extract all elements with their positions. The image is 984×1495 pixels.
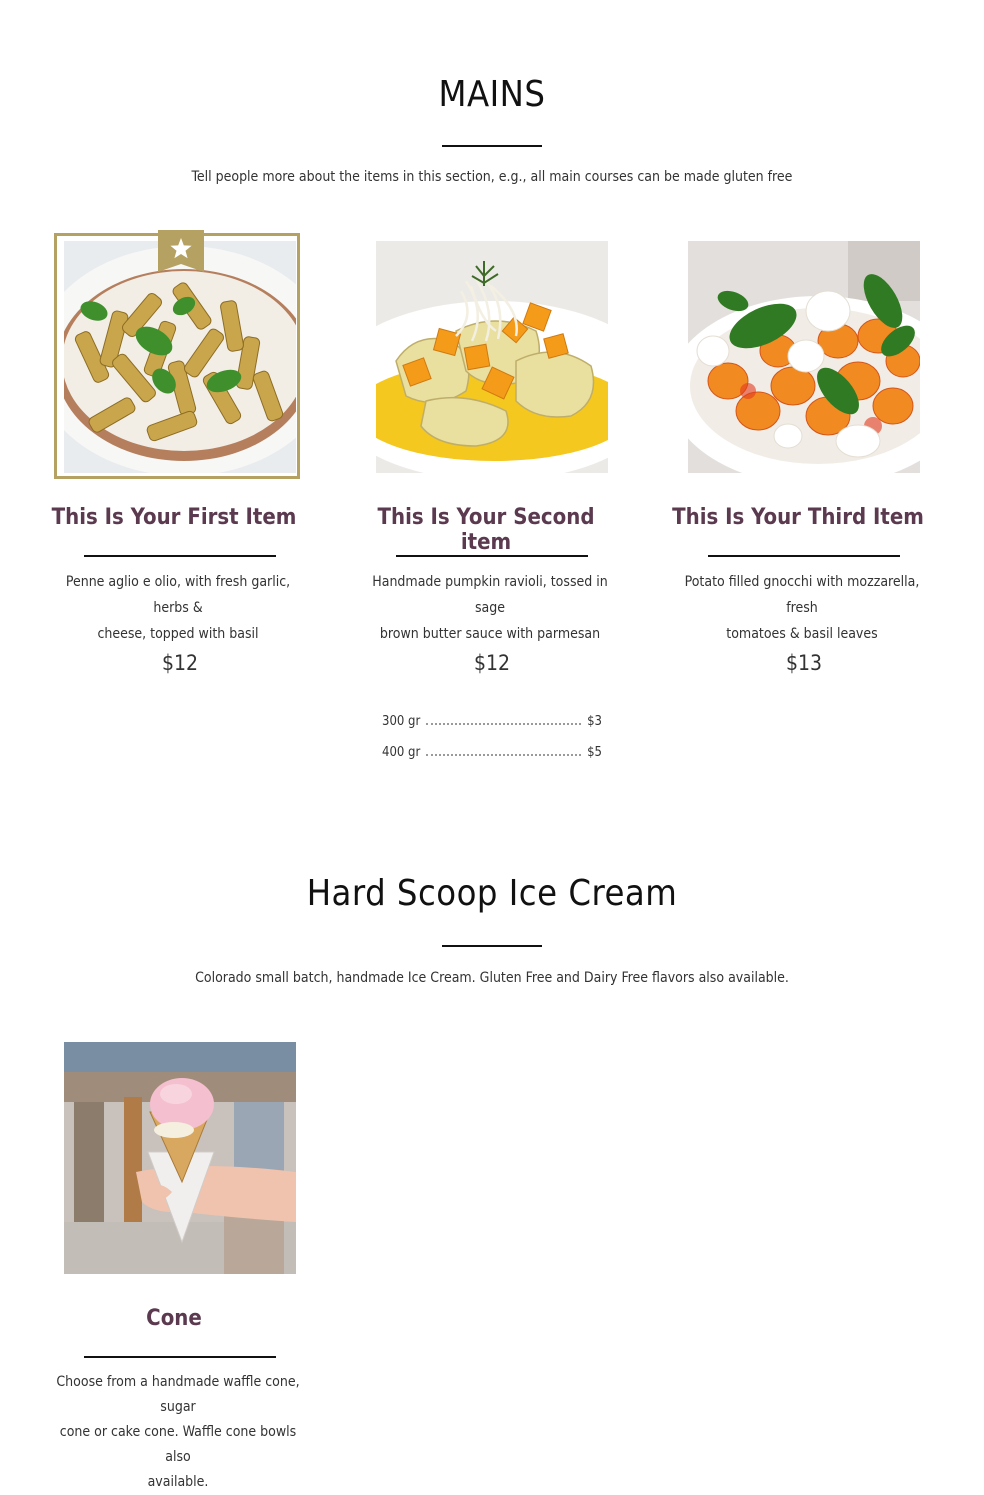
item-price: $12 (161, 651, 199, 675)
item-description-line: available. (147, 1474, 209, 1490)
item-price: $12 (473, 651, 511, 675)
section-divider (442, 145, 542, 147)
item-title[interactable]: This Is Your First Item (51, 505, 297, 530)
variant-label: 300 gr (382, 714, 421, 729)
item-photo-penne[interactable] (64, 241, 296, 473)
price-variant-row (382, 738, 602, 760)
item-divider (396, 555, 588, 557)
item-description-line: cone or cake cone. Waffle cone bowls also (59, 1424, 297, 1465)
leader-dots (426, 754, 581, 756)
item-photo-ice-cream-cone[interactable] (64, 1042, 296, 1274)
item-description (48, 569, 308, 647)
star-icon (158, 230, 204, 272)
menu-item-third[interactable] (668, 241, 928, 701)
section-description: Colorado small batch, handmade Ice Cream. Gluten Free and Dairy Free flavors also available. (195, 970, 789, 986)
item-description-line: Potato filled gnocchi with mozzarella, fresh (684, 574, 920, 616)
section-title-ice-cream: Hard Scoop Ice Cream (306, 873, 678, 914)
variant-price: $3 (587, 714, 602, 729)
item-title[interactable]: This Is Your Third Item (672, 505, 924, 530)
item-photo-ravioli[interactable] (376, 241, 608, 473)
item-description (672, 569, 932, 647)
section-description: Tell people more about the items in this section, e.g., all main courses can be made gluten free (191, 169, 793, 185)
variant-label: 400 gr (382, 745, 421, 760)
section-title-mains: MAINS (438, 74, 546, 115)
item-description-line: Penne aglio e olio, with fresh garlic, herbs & (65, 574, 291, 616)
item-title[interactable]: Cone (146, 1306, 202, 1331)
item-divider (84, 555, 276, 557)
item-description-line: tomatoes & basil leaves (726, 626, 878, 642)
item-description-line: Choose from a handmade waffle cone, sugar (56, 1374, 300, 1415)
item-divider (708, 555, 900, 557)
leader-dots (426, 723, 581, 725)
item-description (48, 1370, 308, 1495)
menu-item-second[interactable] (356, 241, 616, 761)
item-description (360, 569, 620, 647)
item-description-line: brown butter sauce with parmesan (379, 626, 601, 642)
item-description-line: cheese, topped with basil (97, 626, 259, 642)
section-divider (442, 945, 542, 947)
variant-price: $5 (587, 745, 602, 760)
item-description-line: Handmade pumpkin ravioli, tossed in sage (372, 574, 608, 616)
item-title[interactable]: This Is Your Second item (377, 505, 595, 555)
price-variant-row (382, 707, 602, 729)
menu-item-cone[interactable] (44, 1042, 304, 1490)
item-photo-gnocchi[interactable] (688, 241, 920, 473)
item-price: $13 (785, 651, 823, 675)
item-divider (84, 1356, 276, 1358)
menu-item-first[interactable] (44, 241, 304, 701)
